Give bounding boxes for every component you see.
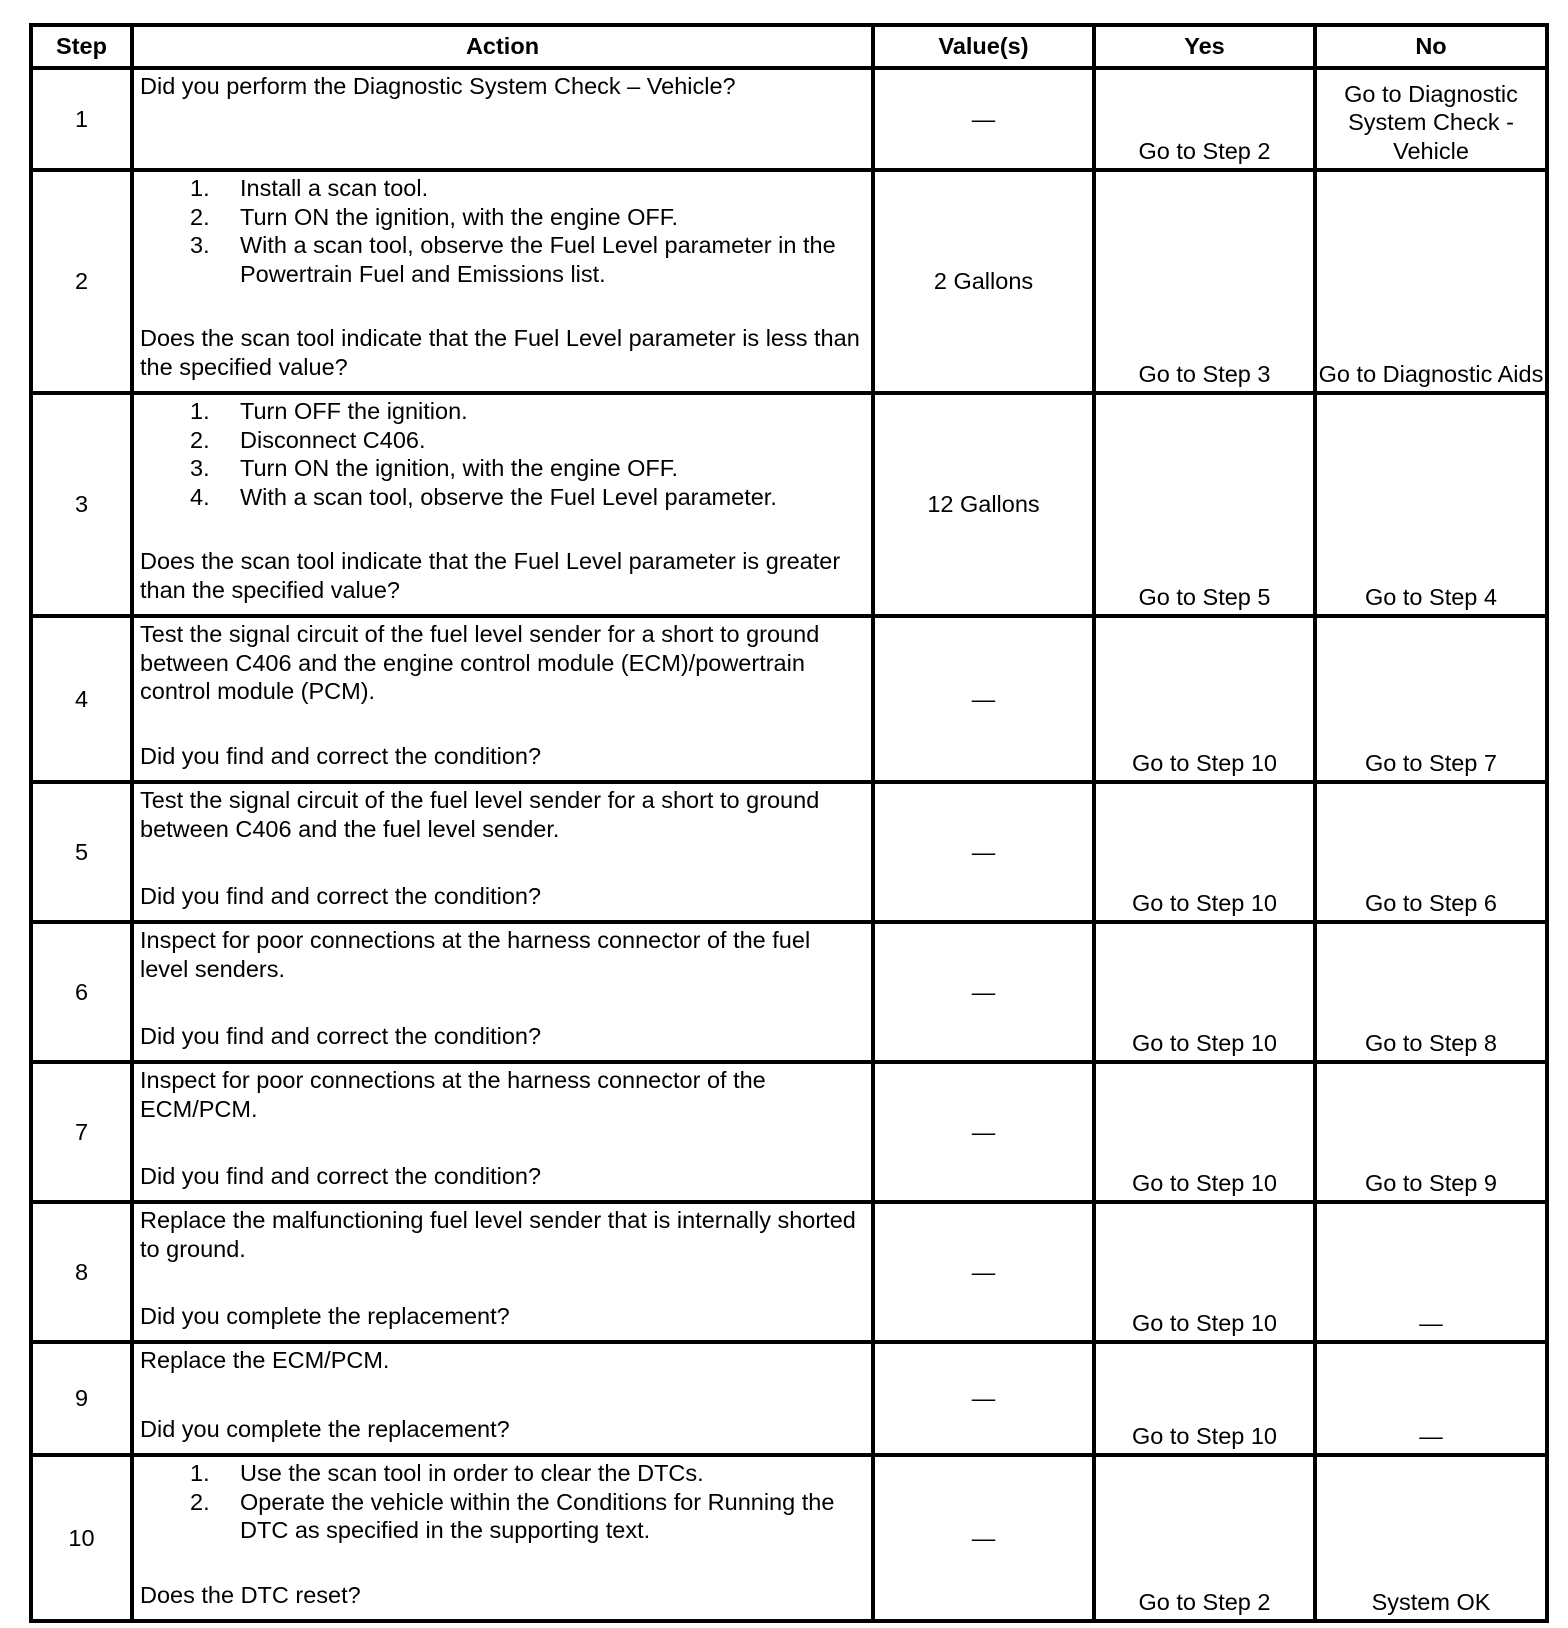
action-text: Did you perform the Diagnostic System Check – Vehicle? [140,73,736,99]
action-question: Does the DTC reset? [140,1581,361,1608]
list-number: 1. [190,1460,210,1486]
action-list-item [140,1488,865,1545]
action-cell [132,1455,873,1621]
action-text: Replace the malfunctioning fuel level sender that is internally shorted to ground. [140,1207,856,1262]
no-cell: Go to Step 4 [1315,393,1547,616]
list-text: Turn OFF the ignition. [240,398,468,424]
action-cell [132,1342,873,1455]
yes-cell: Go to Step 2 [1094,68,1315,170]
action-text: Test the signal circuit of the fuel level sender for a short to ground between C406 and the fuel level sender. [140,787,820,842]
value-cell: — [873,1455,1094,1621]
table-row [31,1342,1547,1455]
header-action: Action [132,25,873,68]
step-number: 1 [31,68,132,170]
list-text: With a scan tool, observe the Fuel Level parameter in the Powertrain Fuel and Emissions list. [240,232,836,287]
no-cell: Go to Diagnostic System Check - Vehicle [1315,68,1547,170]
yes-cell: Go to Step 10 [1094,1062,1315,1202]
no-cell: System OK [1315,1455,1547,1621]
action-cell [132,170,873,393]
header-no: No [1315,25,1547,68]
action-list-item [140,454,865,483]
action-cell [132,616,873,782]
table-row [31,1455,1547,1621]
list-number: 4. [190,483,210,510]
list-text: Operate the vehicle within the Conditions for Running the DTC as specified in the supporting text. [240,1488,835,1543]
action-question: Does the scan tool indicate that the Fuel Level parameter is less than the specified value? [140,325,860,380]
step-number: 7 [31,1062,132,1202]
action-list [140,397,865,511]
value-cell: 12 Gallons [873,393,1094,616]
header-values: Value(s) [873,25,1094,68]
value-cell: — [873,1062,1094,1202]
action-list-item [140,426,865,455]
action-text: Test the signal circuit of the fuel level sender for a short to ground between C406 and the engine control module (ECM)/powertrain control module (PCM). [140,621,820,704]
list-text: Disconnect C406. [240,426,426,453]
list-text: Turn ON the ignition, with the engine OFF. [240,203,679,230]
list-number: 2. [190,1488,210,1515]
action-list-item [140,1459,865,1488]
value-cell: — [873,1342,1094,1455]
no-cell: Go to Diagnostic Aids [1315,170,1547,393]
step-number: 3 [31,393,132,616]
list-number: 3. [190,455,210,481]
yes-cell: Go to Step 2 [1094,1455,1315,1621]
no-cell: Go to Step 7 [1315,616,1547,782]
header-step: Step [31,25,132,68]
list-number: 2. [190,203,210,230]
list-number: 1. [190,175,210,201]
action-cell [132,393,873,616]
action-list-item [140,174,865,203]
diagnostic-table [29,23,1549,1623]
yes-cell: Go to Step 10 [1094,922,1315,1062]
action-question: Did you complete the replacement? [140,1302,510,1329]
step-number: 8 [31,1202,132,1342]
table-row [31,922,1547,1062]
action-text: Replace the ECM/PCM. [140,1347,390,1373]
value-cell: — [873,1202,1094,1342]
header-row [31,25,1547,68]
action-list-item [140,397,865,426]
yes-cell: Go to Step 10 [1094,1342,1315,1455]
value-cell: — [873,616,1094,782]
list-text: Turn ON the ignition, with the engine OFF. [240,455,679,481]
list-text: With a scan tool, observe the Fuel Level parameter. [240,483,777,510]
list-number: 3. [190,232,210,258]
action-question: Does the scan tool indicate that the Fuel Level parameter is greater than the specified value? [140,548,841,603]
action-list-item [140,203,865,232]
list-text: Install a scan tool. [240,175,429,201]
action-cell [132,1062,873,1202]
action-cell [132,1202,873,1342]
no-cell: Go to Step 6 [1315,782,1547,922]
action-cell [132,922,873,1062]
action-question: Did you find and correct the condition? [140,742,542,769]
value-cell: — [873,782,1094,922]
step-number: 2 [31,170,132,393]
action-question: Did you find and correct the condition? [140,1022,542,1049]
action-list [140,174,865,288]
value-cell: — [873,68,1094,170]
action-question: Did you find and correct the condition? [140,882,542,909]
table-row [31,782,1547,922]
table-body [31,68,1547,1621]
action-question: Did you find and correct the condition? [140,1162,542,1189]
step-number: 10 [31,1455,132,1621]
step-number: 9 [31,1342,132,1455]
action-list [140,1459,865,1545]
list-text: Use the scan tool in order to clear the DTCs. [240,1460,704,1486]
table-row [31,170,1547,393]
action-list-item [140,231,865,288]
table-row [31,393,1547,616]
action-list-item [140,483,865,512]
no-cell: — [1315,1202,1547,1342]
table-row [31,1062,1547,1202]
yes-cell: Go to Step 3 [1094,170,1315,393]
list-number: 1. [190,398,210,424]
no-cell: — [1315,1342,1547,1455]
no-cell: Go to Step 8 [1315,922,1547,1062]
yes-cell: Go to Step 10 [1094,616,1315,782]
table-row [31,68,1547,170]
table-row [31,616,1547,782]
yes-cell: Go to Step 10 [1094,1202,1315,1342]
step-number: 4 [31,616,132,782]
step-number: 5 [31,782,132,922]
no-cell: Go to Step 9 [1315,1062,1547,1202]
yes-cell: Go to Step 10 [1094,782,1315,922]
action-cell [132,782,873,922]
action-text: Inspect for poor connections at the harness connector of the fuel level senders. [140,927,811,982]
yes-cell: Go to Step 5 [1094,393,1315,616]
step-number: 6 [31,922,132,1062]
table-row [31,1202,1547,1342]
action-question: Did you complete the replacement? [140,1415,510,1442]
header-yes: Yes [1094,25,1315,68]
list-number: 2. [190,426,210,453]
action-cell [132,68,873,170]
action-text: Inspect for poor connections at the harness connector of the ECM/PCM. [140,1067,766,1122]
value-cell: 2 Gallons [873,170,1094,393]
value-cell: — [873,922,1094,1062]
